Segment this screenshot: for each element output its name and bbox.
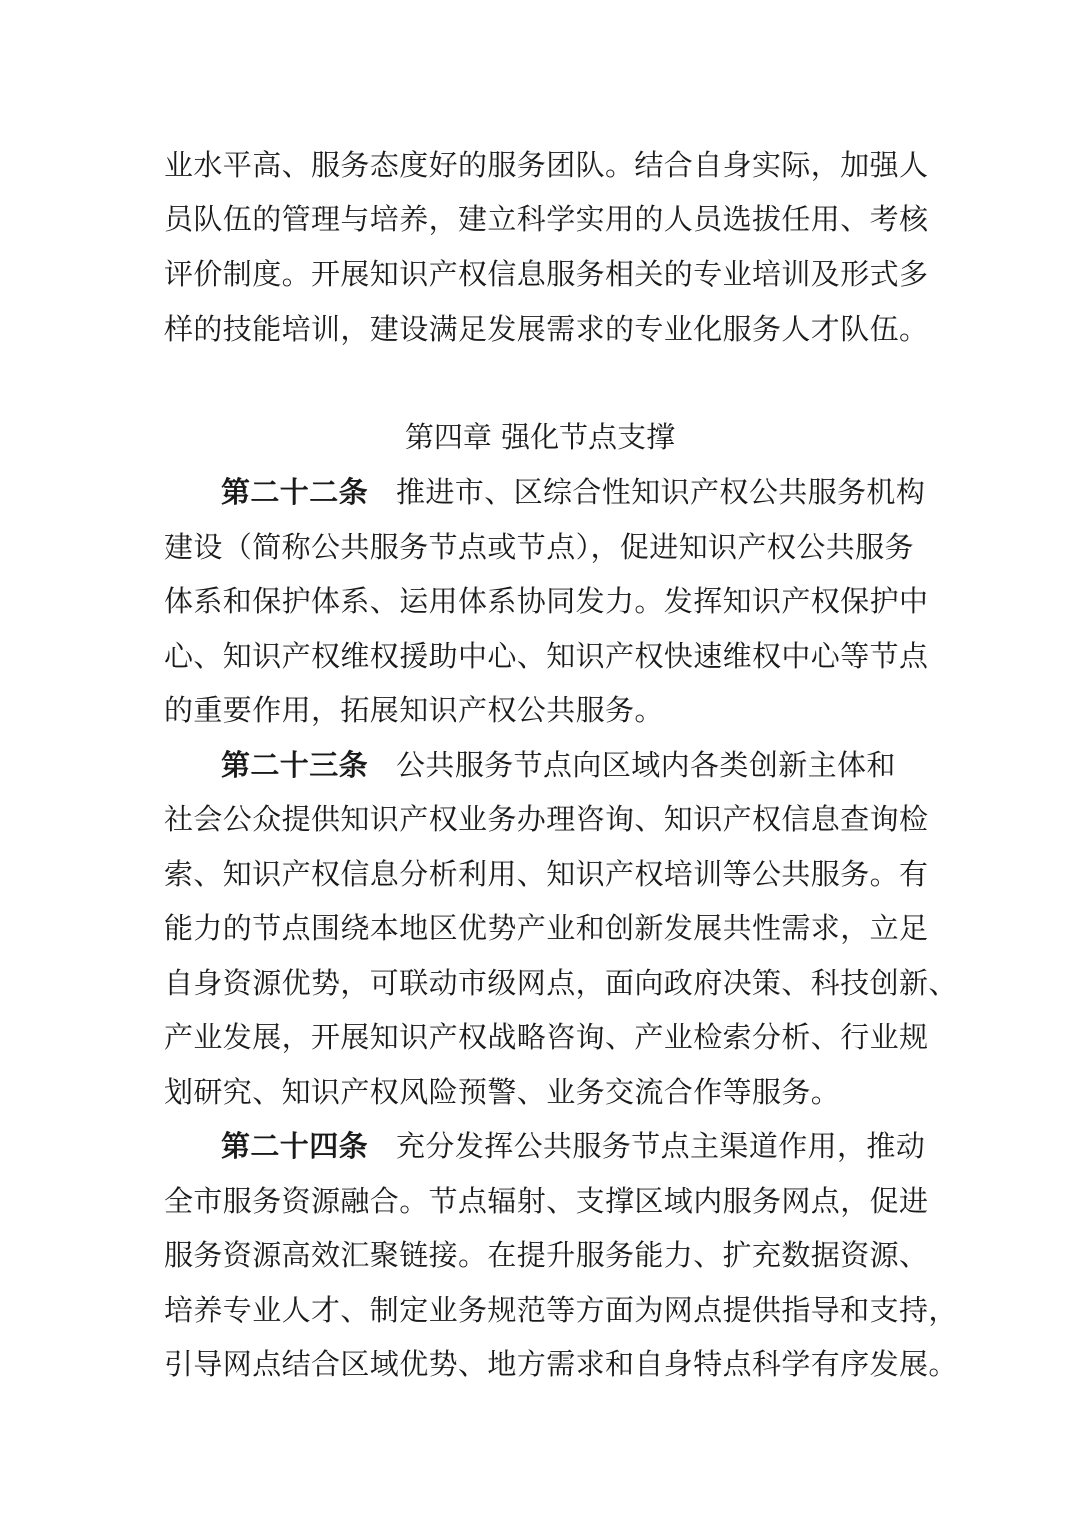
article-first-line	[221, 745, 896, 785]
article-number: 第二十四条	[221, 1129, 369, 1163]
paragraph-line: 体系和保护体系、运用体系协同发力。发挥知识产权保护中	[164, 584, 929, 618]
article-number: 第二十三条	[221, 748, 369, 782]
paragraph-line: 心、知识产权维权援助中心、知识产权快速维权中心等节点	[164, 639, 929, 673]
paragraph-line: 能力的节点围绕本地区优势产业和创新发展共性需求，立足	[164, 911, 929, 945]
article-text: 充分发挥公共服务节点主渠道作用，推动	[396, 1129, 926, 1163]
paragraph-line: 的重要作用，拓展知识产权公共服务。	[164, 693, 664, 727]
article-text: 推进市、区综合性知识产权公共服务机构	[396, 475, 926, 509]
paragraph-line: 划研究、知识产权风险预警、业务交流合作等服务。	[164, 1075, 841, 1109]
paragraph-line: 自身资源优势，可联动市级网点，面向政府决策、科技创新、	[164, 966, 958, 1000]
paragraph-line: 建设（简称公共服务节点或节点），促进知识产权公共服务	[164, 530, 914, 564]
paragraph-line: 索、知识产权信息分析利用、知识产权培训等公共服务。有	[164, 857, 929, 891]
paragraph-line: 服务资源高效汇聚链接。在提升服务能力、扩充数据资源、	[164, 1238, 929, 1272]
paragraph-line: 评价制度。开展知识产权信息服务相关的专业培训及形式多	[164, 257, 929, 291]
paragraph-line: 培养专业人才、制定业务规范等方面为网点提供指导和支持，	[164, 1293, 958, 1327]
paragraph-line: 业水平高、服务态度好的服务团队。结合自身实际，加强人	[164, 148, 929, 182]
paragraph-line: 产业发展，开展知识产权战略咨询、产业检索分析、行业规	[164, 1020, 929, 1054]
article-first-line	[221, 1126, 925, 1166]
paragraph-line: 引导网点结合区域优势、地方需求和自身特点科学有序发展。	[164, 1347, 958, 1381]
article-number: 第二十二条	[221, 475, 369, 509]
paragraph-line: 全市服务资源融合。节点辐射、支撑区域内服务网点，促进	[164, 1184, 929, 1218]
article-text: 公共服务节点向区域内各类创新主体和	[396, 748, 896, 782]
paragraph-line: 社会公众提供知识产权业务办理咨询、知识产权信息查询检	[164, 802, 929, 836]
chapter-heading: 第四章 强化节点支撑	[404, 420, 676, 454]
paragraph-line: 员队伍的管理与培养，建立科学实用的人员选拔任用、考核	[164, 202, 929, 236]
paragraph-line: 样的技能培训，建设满足发展需求的专业化服务人才队伍。	[164, 312, 929, 346]
article-first-line	[221, 472, 925, 512]
